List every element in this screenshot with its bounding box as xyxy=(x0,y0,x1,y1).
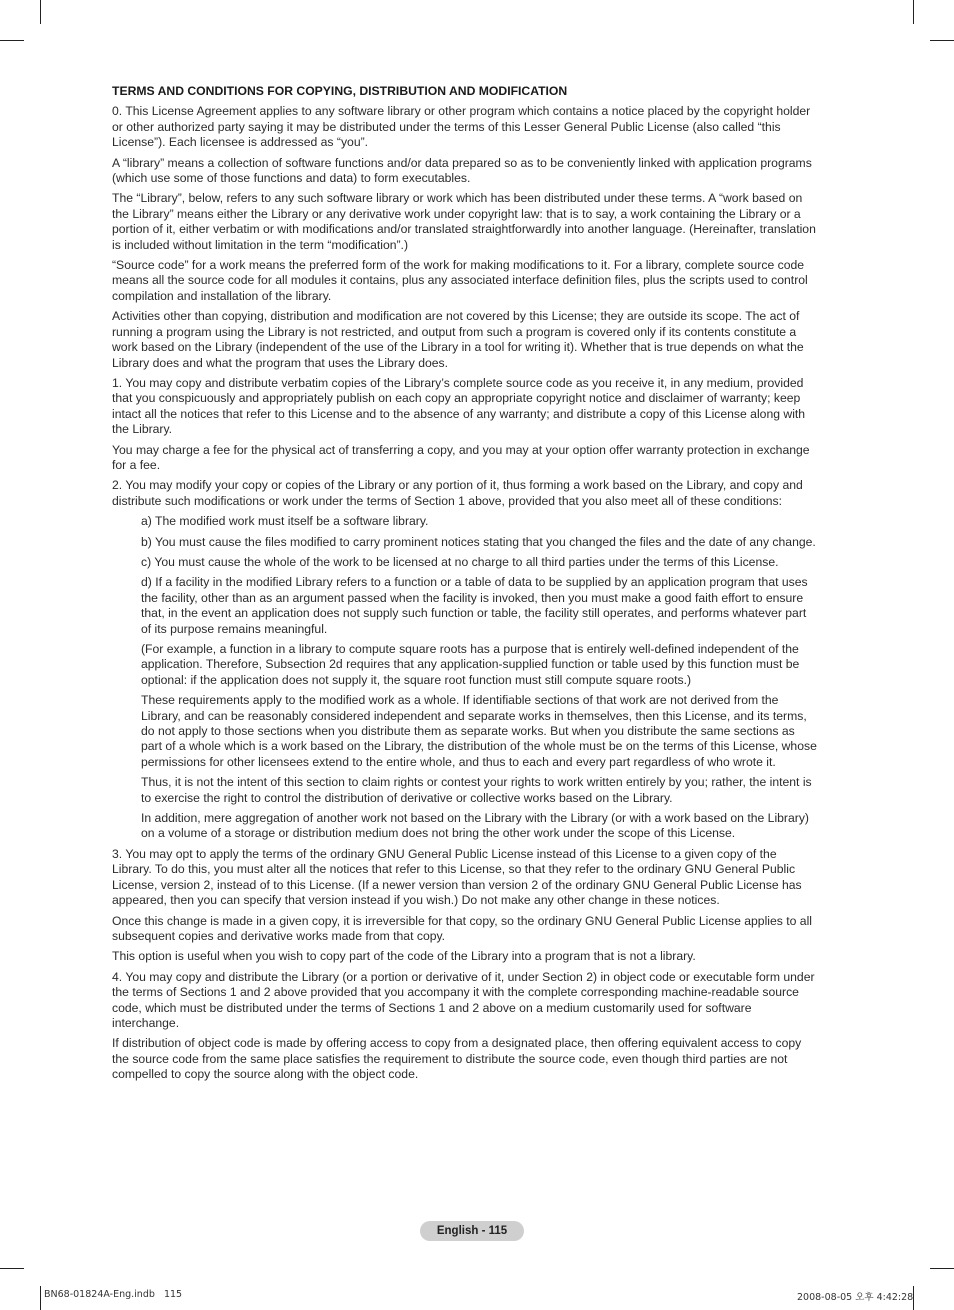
crop-mark-top-left xyxy=(40,0,41,24)
license-paragraph: The “Library”, below, refers to any such software library or work which has been distributed under these terms. A “work based on the Library” means either the Library or any derivative work under copyright law: that is to say, a work containing the Library or a portion of it, either verbatim or with modifications and/or translated straightforwardly into another language. (Hereinafter, translation is included without limitation in the term “modification”.) xyxy=(112,191,816,252)
paragraph-list xyxy=(112,104,818,1082)
section-heading: TERMS AND CONDITIONS FOR COPYING, DISTRIBUTION AND MODIFICATION xyxy=(112,84,568,98)
license-paragraph: You may charge a fee for the physical act of transferring a copy, and you may at your option offer warranty protection in exchange for a fee. xyxy=(112,442,810,472)
sub-clause-paragraph: a) The modified work must itself be a software library. xyxy=(141,514,429,529)
crop-mark-bottom-right-h xyxy=(930,1268,954,1269)
crop-mark-bottom-left-h xyxy=(0,1268,24,1269)
file-page: 115 xyxy=(163,1289,183,1300)
crop-mark-bottom-left xyxy=(40,1286,41,1310)
crop-mark-top-right xyxy=(913,0,914,24)
license-paragraph: 3. You may opt to apply the terms of the ordinary GNU General Public License instead of this License to a given copy of the Library. To do this, you must alter all the notices that refer to this License, so that they refer to the ordinary GNU General Public License, version 2, instead of to this License. (If a newer version than version 2 of the ordinary GNU General Public License has appeared, then you can specify that version instead if you wish.) Do not make any other change in these notices. xyxy=(112,846,802,908)
license-paragraph: “Source code” for a work means the preferred form of the work for making modifications to it. For a library, complete source code means all the source code for all modules it contains, plus any associated interface definition files, plus the scripts used to control compilation and installation of the library. xyxy=(112,258,808,303)
sub-clause-paragraph: d) If a facility in the modified Library refers to a function or a table of data to be supplied by an application program that uses the facility, other than as an argument passed when the facility is invoked, then you must make a good faith effort to ensure that, in the event an application does not supply such function or table, the facility still operates, and performs whatever part of its purpose remains meaningful. xyxy=(141,575,808,636)
print-slug-left xyxy=(44,1289,182,1300)
license-paragraph: This option is useful when you wish to copy part of the code of the Library into a program that is not a library. xyxy=(112,949,696,964)
crop-mark-top-left-h xyxy=(0,40,24,41)
license-paragraph: Activities other than copying, distribution and modification are not covered by this License; they are outside its scope. The act of running a program using the Library is not restricted, and output from such a program is covered only if its contents constitute a work based on the Library (independent of the use of the Library in a tool for writing it). Whether that is true depends on what the Library does and what the program that uses the Library does. xyxy=(112,309,804,370)
license-paragraph: If distribution of object code is made by offering access to copy from a designated place, then offering equivalent access to copy the source code from the same place satisfies the requirement to distribute the source code, even though third parties are not compelled to copy the source along with the object code. xyxy=(112,1036,802,1082)
sub-clause-paragraph: c) You must cause the whole of the work to be licensed at no charge to all third parties under the terms of this License. xyxy=(141,554,779,569)
file-name: BN68-01824A-Eng.indb xyxy=(44,1289,155,1300)
sub-clause-paragraph: These requirements apply to the modified work as a whole. If identifiable sections of that work are not derived from the Library, and can be reasonably considered independent and separate works in themselves, then this License, and its terms, do not apply to those sections when you distribute them as separate works. But when you distribute the same sections as part of a whole which is a work based on the Library, the distribution of the whole must be on the terms of this License, whose permissions for other licensees extend to the entire whole, and thus to each and every part regardless of who wrote it. xyxy=(141,693,817,769)
license-paragraph: Once this change is made in a given copy, it is irreversible for that copy, so the ordinary GNU General Public License applies to all subsequent copies and derivative works made from that copy. xyxy=(112,913,812,943)
license-paragraph: A “library” means a collection of software functions and/or data prepared so as to be conveniently linked with application programs (which use some of those functions and data) to form executables. xyxy=(112,155,812,186)
page-number-badge: English - 115 xyxy=(420,1221,524,1241)
license-paragraph: 0. This License Agreement applies to any software library or other program which contains a notice placed by the copyright holder or other authorized party saying it may be distributed under the terms of this Lesser General Public License (also called “this License”). Each licensee is addressed as “you”. xyxy=(112,104,811,150)
license-paragraph: 1. You may copy and distribute verbatim copies of the Library’s complete source code as you receive it, in any medium, provided that you conspicuously and appropriately publish on each copy an appropriate copyright notice and disclaimer of warranty; keep intact all the notices that refer to this License and to the absence of any warranty; and distribute a copy of this License along with the Library. xyxy=(112,375,806,437)
license-paragraph: 2. You may modify your copy or copies of the Library or any portion of it, thus forming a work based on the Library, and copy and distribute such modifications or work under the terms of Section 1 above, provided that you also meet all of these conditions: xyxy=(112,478,803,508)
license-paragraph: 4. You may copy and distribute the Library (or a portion or derivative of it, under Section 2) in object code or executable form under the terms of Sections 1 and 2 above provided that you accompany it with the complete corresponding machine-readable source code, which must be distributed under the terms of Sections 1 and 2 above on a medium customarily used for software interchange. xyxy=(112,969,815,1030)
sub-clause-paragraph: (For example, a function in a library to compute square roots has a purpose that is entirely well-defined independent of the application. Therefore, Subsection 2d requires that any application-supplied function or table used by this function must be optional: if the application does not supply it, the square root function must still compute square roots.) xyxy=(141,642,800,687)
sub-clause-paragraph: b) You must cause the files modified to carry prominent notices stating that you changed the files and the date of any change. xyxy=(141,534,816,549)
crop-mark-top-right-h xyxy=(930,40,954,41)
license-body xyxy=(112,84,818,1088)
print-timestamp: 2008-08-05 오후 4:42:28 xyxy=(797,1292,914,1303)
sub-clause-paragraph: Thus, it is not the intent of this section to claim rights or contest your rights to work written entirely by you; rather, the intent is to exercise the right to control the distribution of derivative or collective works based on the Library. xyxy=(141,775,812,805)
sub-clause-paragraph: In addition, mere aggregation of another work not based on the Library with the Library (or with a work based on the Library) on a volume of a storage or distribution medium does not bring the other work under the scope of this License. xyxy=(141,811,809,841)
